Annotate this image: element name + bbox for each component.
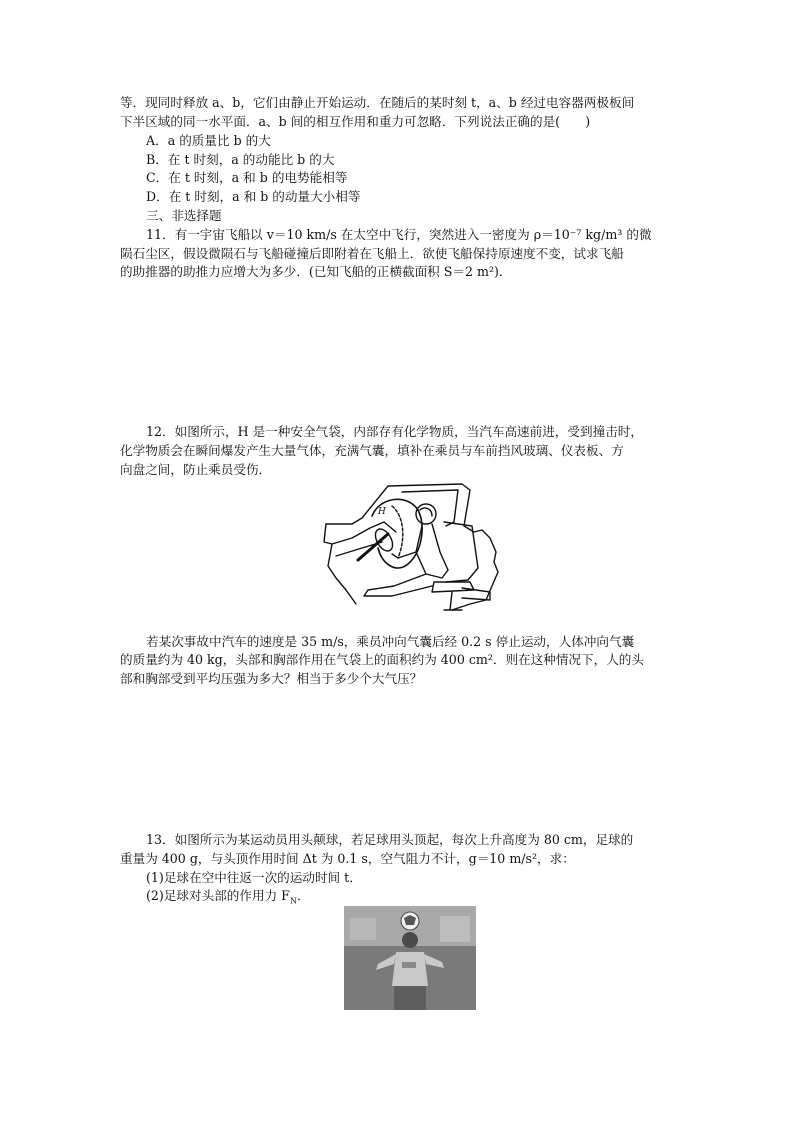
airbag-label: H <box>378 507 386 517</box>
text-line: 等．现同时释放 a、b，它们由静止开始运动．在随后的某时刻 t，a、b 经过电容器两极板间 <box>120 95 635 110</box>
q13-line: 13．如图所示为某运动员用头颠球，若足球用头顶起，每次上升高度为 80 cm，足球的 <box>146 832 634 847</box>
q11-line: 陨石尘区，假设微陨石与飞船碰撞后即附着在飞船上．欲使飞船保持原速度不变，试求飞船 <box>120 246 624 261</box>
q13-part2-subscript: N <box>289 896 297 906</box>
option-c: C．在 t 时刻，a 和 b 的电势能相等 <box>146 170 348 185</box>
q13-part2-text: (2)足球对头部的作用力 F <box>146 888 290 903</box>
q13-part2 <box>146 887 310 911</box>
option-a: A．a 的质量比 b 的大 <box>146 133 271 148</box>
q13-part1: (1)足球在空中往返一次的运动时间 t． <box>146 870 362 885</box>
q12-line: 部和胸部受到平均压强为多大？相当于多少个大气压？ <box>120 671 423 686</box>
q13-line: 重量为 400 g，与头顶作用时间 Δt 为 0.1 s，空气阻力不计，g＝10 m/s²，求： <box>120 851 575 866</box>
q12-line: 向盘之间，防止乘员受伤． <box>120 462 272 477</box>
q12-line: 的质量约为 40 kg，头部和胸部作用在气袋上的面积约为 400 cm²．则在这种情况下，人的头 <box>120 652 644 667</box>
section-heading: 三、非选择题 <box>146 208 222 223</box>
option-d: D．在 t 时刻，a 和 b 的动量大小相等 <box>146 189 361 204</box>
option-b: B．在 t 时刻，a 的动能比 b 的大 <box>146 152 335 167</box>
header-photo <box>344 906 476 1010</box>
text-line: 下半区域的同一水平面．a、b 间的相互作用和重力可忽略．下列说法正确的是( ) <box>120 114 591 129</box>
q12-line: 12．如图所示，H 是一种安全气袋，内部存有化学物质，当汽车高速前进，受到撞击时， <box>146 424 643 439</box>
q13-part2-end: ． <box>296 888 310 903</box>
airbag-diagram <box>322 482 500 616</box>
q12-line: 化学物质会在瞬间爆发产生大量气体，充满气囊，填补在乘员与车前挡风玻璃、仪表板、方 <box>120 443 624 458</box>
q11-line: 11．有一宇宙飞船以 v＝10 km/s 在太空中飞行，突然进入一密度为 ρ＝10⁻⁷ kg/m³ 的微 <box>146 227 652 242</box>
q11-line: 的助推器的助推力应增大为多少．(已知飞船的正横截面积 S＝2 m²)． <box>120 264 512 279</box>
q12-line: 若某次事故中汽车的速度是 35 m/s，乘员冲向气囊后经 0.2 s 停止运动，人体冲向气囊 <box>146 634 635 649</box>
